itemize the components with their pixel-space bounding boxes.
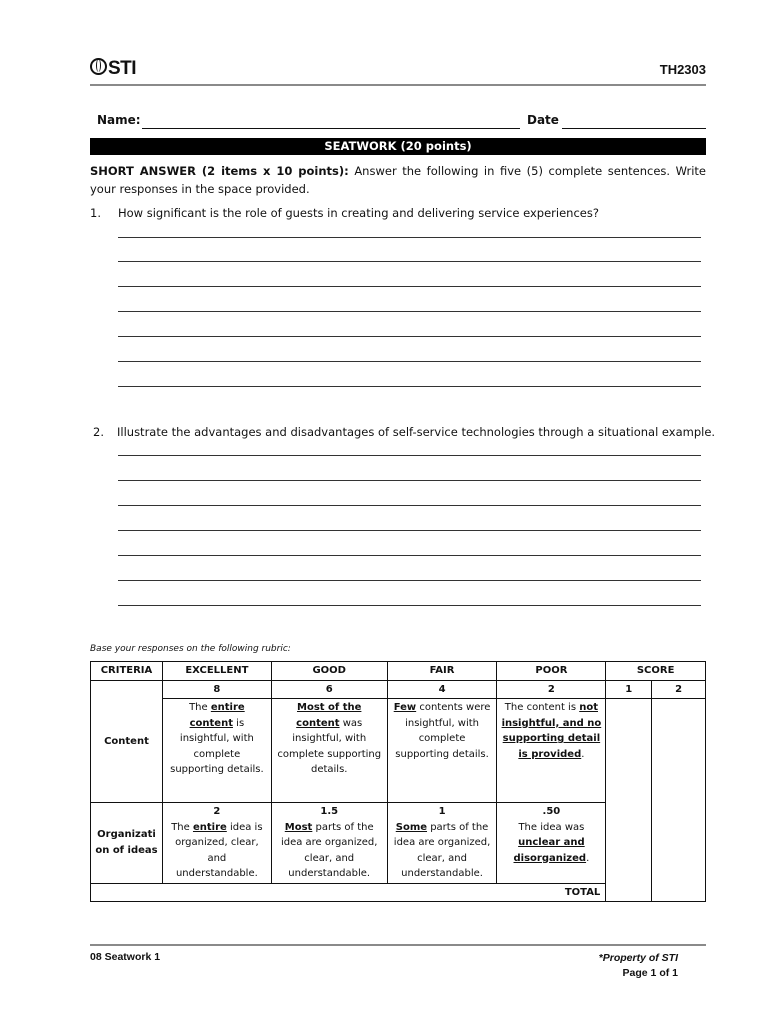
criteria-content: Content bbox=[91, 680, 163, 803]
desc-text: The bbox=[171, 821, 193, 833]
desc-emphasis: unclear and disorganized bbox=[513, 837, 587, 864]
answer-line[interactable] bbox=[118, 455, 701, 456]
answer-line[interactable] bbox=[118, 261, 701, 262]
criteria-organization bbox=[91, 803, 163, 884]
desc-emphasis: Some bbox=[395, 821, 428, 833]
desc-text: was insightful, with complete supporting details. bbox=[277, 717, 382, 775]
document-code: TH2303 bbox=[659, 62, 706, 77]
content-excellent-desc bbox=[162, 699, 271, 803]
content-desc-row bbox=[91, 699, 706, 803]
property-notice: *Property of STI bbox=[598, 952, 678, 964]
desc-text: contents were insightful, with complete supporting details. bbox=[395, 702, 491, 760]
answer-line[interactable] bbox=[118, 336, 701, 337]
name-label: Name: bbox=[97, 113, 141, 127]
sti-logo bbox=[90, 58, 136, 80]
footer-title: 08 Seatwork 1 bbox=[90, 951, 161, 963]
answer-line[interactable] bbox=[118, 361, 701, 362]
question-number: 2. bbox=[93, 425, 104, 439]
footer-right bbox=[599, 951, 678, 981]
criteria-line-2: on of ideas bbox=[95, 844, 158, 856]
desc-text: idea is organized, clear, and understandable. bbox=[175, 821, 263, 879]
rubric-table bbox=[90, 661, 706, 902]
answer-line[interactable] bbox=[118, 311, 701, 312]
question-2 bbox=[93, 425, 715, 439]
rubric-note: Base your responses on the following rubric: bbox=[90, 644, 291, 654]
header-score: SCORE bbox=[606, 662, 706, 681]
desc-emphasis: entire bbox=[192, 821, 227, 833]
content-good-desc bbox=[271, 699, 387, 803]
content-points-row bbox=[91, 680, 706, 699]
header-criteria: CRITERIA bbox=[91, 662, 163, 681]
organization-poor bbox=[497, 803, 606, 884]
answer-line[interactable] bbox=[118, 605, 701, 606]
score-cell-2[interactable] bbox=[652, 699, 706, 902]
answer-line[interactable] bbox=[118, 555, 701, 556]
desc-text: . bbox=[581, 748, 585, 760]
header-poor: POOR bbox=[497, 662, 606, 681]
footer-rule bbox=[90, 944, 706, 946]
desc-text: The bbox=[189, 702, 211, 713]
logo-text: STI bbox=[108, 58, 137, 79]
desc-emphasis: not insightful, and no supporting detail is provided bbox=[501, 702, 602, 760]
organization-fair bbox=[387, 803, 497, 884]
header-excellent: EXCELLENT bbox=[162, 662, 271, 681]
points-good: 6 bbox=[271, 680, 387, 699]
instructions-bold: SHORT ANSWER (2 items x 10 points): bbox=[90, 164, 349, 178]
desc-emphasis: Most bbox=[284, 821, 313, 833]
header-fair: FAIR bbox=[387, 662, 497, 681]
answer-line[interactable] bbox=[118, 286, 701, 287]
organization-excellent bbox=[162, 803, 271, 884]
seatwork-banner: SEATWORK (20 points) bbox=[90, 138, 706, 155]
answer-line[interactable] bbox=[118, 505, 701, 506]
question-text: Illustrate the advantages and disadvantages of self-service technologies through a situational example. bbox=[117, 425, 716, 439]
desc-emphasis: Few bbox=[393, 702, 417, 713]
answer-line[interactable] bbox=[118, 237, 701, 238]
date-field[interactable] bbox=[562, 128, 706, 129]
desc-text: The idea was bbox=[518, 821, 585, 833]
total-label: TOTAL bbox=[91, 883, 606, 902]
answer-line[interactable] bbox=[118, 480, 701, 481]
question-number: 1. bbox=[90, 206, 101, 220]
globe-icon bbox=[90, 58, 107, 75]
organization-good bbox=[271, 803, 387, 884]
desc-text: parts of the idea are organized, clear, and understandable. bbox=[280, 821, 378, 879]
score-col-1-label: 1 bbox=[606, 680, 652, 699]
name-field[interactable] bbox=[142, 128, 520, 129]
question-text: How significant is the role of guests in creating and delivering service experiences? bbox=[118, 206, 599, 220]
rubric-header-row bbox=[91, 662, 706, 681]
date-label: Date bbox=[527, 113, 559, 127]
desc-text: parts of the idea are organized, clear, and understandable. bbox=[393, 821, 491, 879]
points-fair: 4 bbox=[387, 680, 497, 699]
desc-text: is insightful, with complete supporting details. bbox=[170, 717, 264, 775]
page-number: Page 1 of 1 bbox=[622, 967, 678, 979]
points-poor: .50 bbox=[542, 806, 561, 817]
points-excellent: 8 bbox=[162, 680, 271, 699]
points-poor: 2 bbox=[497, 680, 606, 699]
answer-line[interactable] bbox=[118, 530, 701, 531]
question-1 bbox=[90, 206, 599, 220]
criteria-line-1: Organizati bbox=[97, 829, 156, 841]
desc-text: The content is bbox=[504, 702, 580, 713]
answer-line[interactable] bbox=[118, 580, 701, 581]
answer-line[interactable] bbox=[118, 386, 701, 387]
desc-emphasis: Most of the content bbox=[296, 702, 362, 729]
instructions bbox=[90, 162, 706, 198]
instructions-text: Answer the following in five (5) complete sentences. Write your responses in the space provided. bbox=[90, 164, 707, 196]
points-fair: 1 bbox=[438, 806, 446, 817]
header-good: GOOD bbox=[271, 662, 387, 681]
header-rule bbox=[90, 84, 706, 86]
content-poor-desc bbox=[497, 699, 606, 803]
points-excellent: 2 bbox=[213, 806, 221, 817]
desc-text: . bbox=[586, 852, 590, 864]
score-col-2-label: 2 bbox=[652, 680, 706, 699]
content-fair-desc bbox=[387, 699, 497, 803]
score-cell-1[interactable] bbox=[606, 699, 652, 902]
desc-emphasis: entire content bbox=[189, 702, 245, 729]
points-good: 1.5 bbox=[320, 806, 339, 817]
